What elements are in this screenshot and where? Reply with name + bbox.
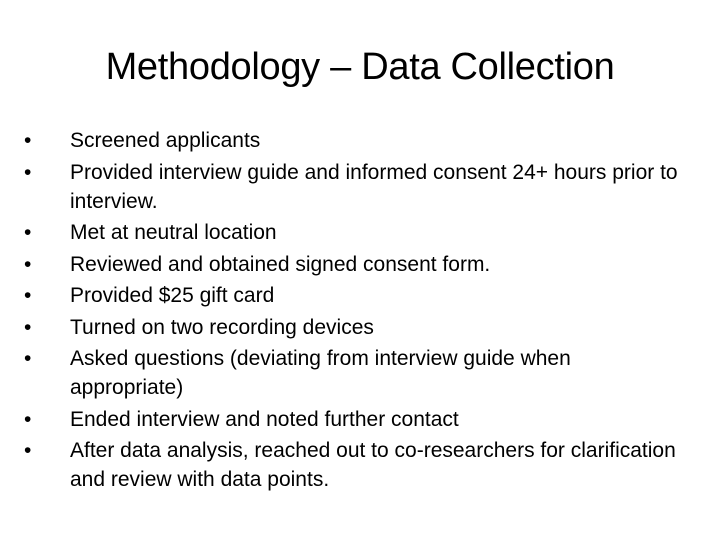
bullet-item [24,405,684,434]
bullet-text: Provided $25 gift card [70,284,275,307]
bullet-item [24,313,684,342]
bullet-text: Met at neutral location [70,221,277,244]
bullet-text: Provided interview guide and informed consent 24+ hours prior to interview. [70,160,678,213]
bullet-icon: • [24,129,32,152]
slide-title: Methodology – Data Collection [105,46,615,88]
bullet-icon: • [24,160,32,184]
bullet-icon: • [24,407,32,431]
bullet-icon: • [24,315,32,339]
bullet-icon: • [24,221,32,244]
bullet-text: Screened applicants [70,129,261,152]
bullet-icon: • [24,347,32,370]
bullet-icon: • [24,439,32,462]
bullet-item [24,436,684,494]
bullet-item [24,158,684,216]
bullet-text: After data analysis, reached out to co-researchers for clarification and review with data points. [70,439,676,491]
bullet-item [24,344,684,402]
bullet-text: Reviewed and obtained signed consent form. [70,252,491,276]
bullet-item [24,250,684,279]
bullet-item [24,218,684,247]
bullet-text: Ended interview and noted further contact [70,407,459,431]
bullet-text: Turned on two recording devices [70,315,374,339]
bullet-icon: • [24,252,32,276]
bullet-item [24,281,684,310]
bullet-text: Asked questions (deviating from interview guide when appropriate) [70,347,571,399]
bullet-icon: • [24,284,32,307]
bullet-list [24,126,684,497]
bullet-item [24,126,684,155]
